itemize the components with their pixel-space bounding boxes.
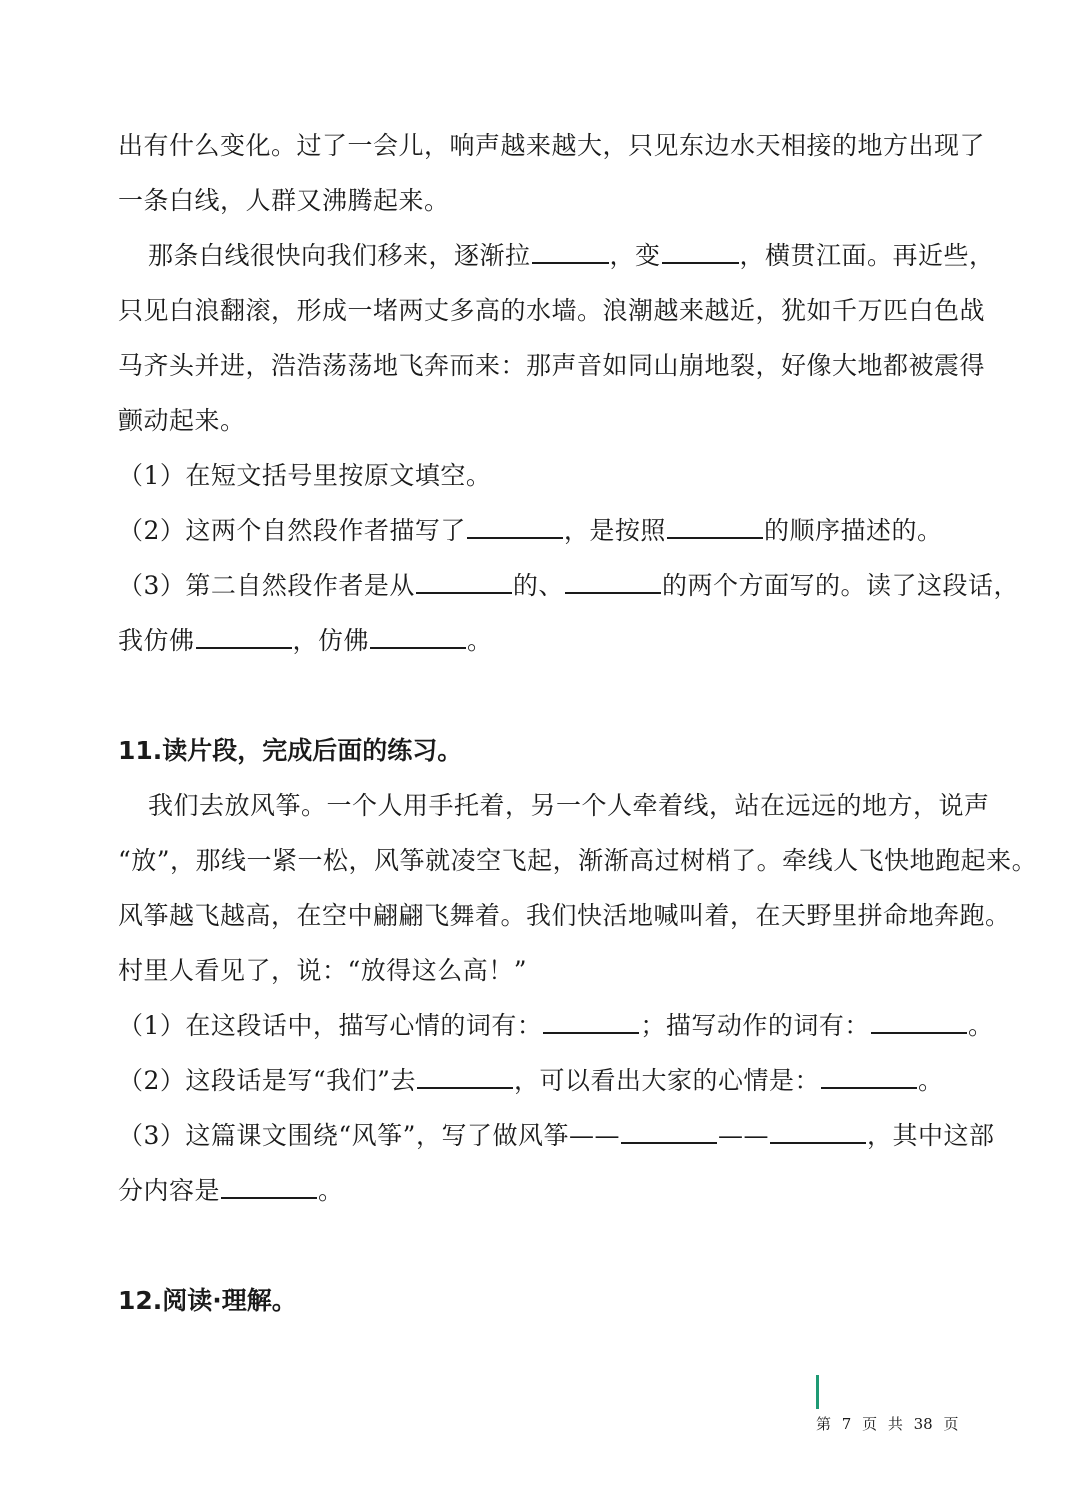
passage-text: 马齐头并进，浩浩荡荡地飞奔而来：那声音如同山崩地裂，好像大地都被震得	[118, 351, 986, 380]
answer-blank[interactable]	[532, 244, 609, 264]
document-page	[118, 118, 1038, 1328]
section-heading: 12.阅读·理解。	[118, 1286, 297, 1315]
passage-line	[118, 943, 978, 998]
question-line	[118, 448, 978, 503]
question-line	[118, 1163, 978, 1218]
question-text: ，是按照	[563, 516, 666, 545]
passage-line	[118, 393, 978, 448]
question-line	[118, 613, 978, 668]
question-text: （1）在短文括号里按原文填空。	[118, 461, 492, 490]
question-text: 。	[318, 1176, 344, 1205]
passage-line	[118, 173, 978, 228]
section-heading: 11.读片段，完成后面的练习。	[118, 736, 463, 765]
answer-blank[interactable]	[662, 244, 739, 264]
passage-text: ，变	[609, 241, 661, 270]
passage-line	[118, 283, 986, 338]
passage-text: 风筝越飞越高，在空中翩翩飞舞着。我们快活地喊叫着，在天野里拼命地奔跑。	[118, 901, 1011, 930]
answer-blank[interactable]	[467, 519, 563, 539]
passage-text: 一条白线，人群又沸腾起来。	[118, 186, 450, 215]
question-text: 的顺序描述的。	[763, 516, 943, 545]
question-text: 。	[967, 1011, 994, 1040]
question-text: 分内容是	[118, 1176, 221, 1205]
passage-text: “放”，那线一紧一松，风筝就凌空飞起，渐渐高过树梢了。牵线人飞快地跑起来。	[118, 846, 1038, 875]
question-text: 的、	[512, 571, 564, 600]
question-text: （1）在这段话中，描写心情的词有：	[118, 1011, 543, 1040]
question-text: （3）这篇课文围绕“风筝”，写了做风筝——	[118, 1121, 620, 1150]
answer-blank[interactable]	[565, 574, 661, 594]
passage-line	[118, 338, 986, 393]
passage-line	[118, 118, 986, 173]
page-number: 第 7 页 共 38 页	[816, 1415, 959, 1433]
answer-blank[interactable]	[370, 629, 466, 649]
question-text: ，可以看出大家的心情是：	[513, 1066, 820, 1095]
question-line	[118, 558, 1019, 613]
question-text: （2）这两个自然段作者描写了	[118, 516, 466, 545]
question-text: ；描写动作的词有：	[640, 1011, 870, 1040]
answer-blank[interactable]	[621, 1124, 717, 1144]
question-line	[118, 1053, 978, 1108]
question-line	[118, 998, 994, 1053]
question-line	[118, 1108, 995, 1163]
answer-blank[interactable]	[543, 1014, 639, 1034]
passage-text: 只见白浪翻滚，形成一堵两丈多高的水墙。浪潮越来越近，犹如千万匹白色战	[118, 296, 986, 325]
answer-blank[interactable]	[821, 1069, 917, 1089]
answer-blank[interactable]	[770, 1124, 866, 1144]
question-text: 我仿佛	[118, 626, 195, 655]
answer-blank[interactable]	[221, 1179, 317, 1199]
passage-line	[118, 228, 995, 283]
answer-blank[interactable]	[416, 574, 512, 594]
question-text: ，其中这部	[866, 1121, 995, 1150]
answer-blank[interactable]	[871, 1014, 967, 1034]
passage-text: 颤动起来。	[118, 406, 246, 435]
question-text: （2）这段话是写“我们”去	[118, 1066, 416, 1095]
answer-blank[interactable]	[196, 629, 292, 649]
passage-text: 出有什么变化。过了一会儿，响声越来越大，只见东边水天相接的地方出现了	[118, 131, 986, 160]
question-text: 。	[917, 1066, 944, 1095]
answer-blank[interactable]	[667, 519, 763, 539]
passage-text: 村里人看见了，说：“放得这么高！”	[118, 956, 528, 985]
question-text: （3）第二自然段作者是从	[118, 571, 415, 600]
question-line	[118, 503, 978, 558]
footer-accent-bar	[816, 1375, 819, 1409]
question-text: ——	[717, 1121, 769, 1150]
passage-text: ，横贯江面。再近些，	[739, 241, 995, 270]
answer-blank[interactable]	[417, 1069, 513, 1089]
passage-text: 我们去放风筝。一个人用手托着，另一个人牵着线，站在远远的地方，说声	[148, 791, 990, 820]
passage-text: 那条白线很快向我们移来，逐渐拉	[148, 241, 531, 270]
question-text: 。	[467, 626, 493, 655]
passage-line	[118, 888, 1011, 943]
question-text: ，仿佛	[292, 626, 370, 655]
question-text: 的两个方面写的。读了这段话，	[661, 571, 1019, 600]
passage-line	[118, 833, 1038, 888]
passage-line	[118, 778, 990, 833]
